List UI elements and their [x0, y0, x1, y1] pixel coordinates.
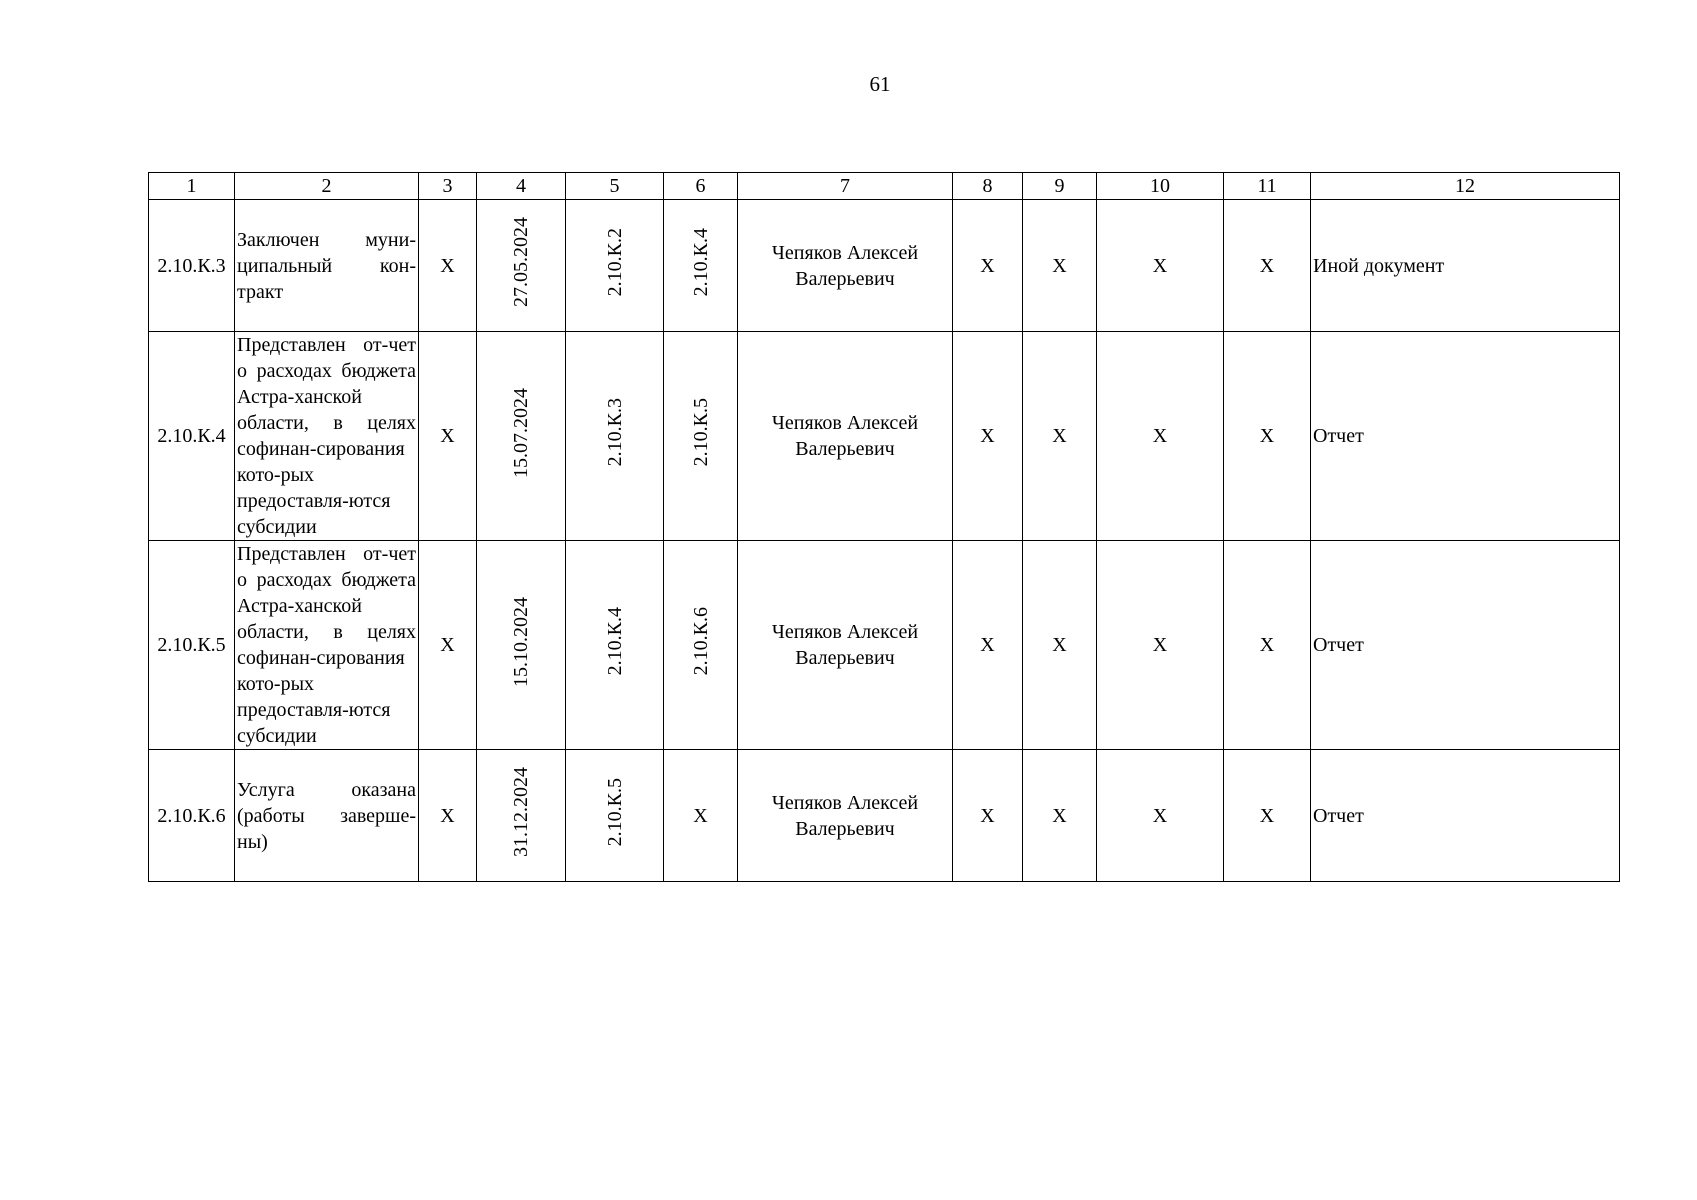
row-document: Иной документ	[1311, 200, 1620, 332]
plan-table	[148, 172, 1620, 882]
column-header: 9	[1023, 173, 1097, 200]
table-row	[149, 200, 1620, 332]
row-predecessor: 2.10.К.4	[603, 607, 626, 676]
cell-x: X	[953, 200, 1023, 332]
cell-x: X	[1224, 750, 1311, 882]
column-header: 7	[738, 173, 953, 200]
column-header: 3	[419, 173, 477, 200]
table-row	[149, 541, 1620, 750]
row-responsible: Чепяков Алексей Валерьевич	[738, 750, 953, 882]
cell-x: X	[1023, 750, 1097, 882]
column-header: 5	[566, 173, 664, 200]
column-header: 12	[1311, 173, 1620, 200]
cell-x: X	[1097, 750, 1224, 882]
cell-x: X	[1023, 541, 1097, 750]
cell-x: X	[1224, 541, 1311, 750]
row-description: Представлен от-чет о расходах бюджета Астра-ханской области, в целях софинан-сирования кото-рых предоставля-ются субсидии	[235, 541, 419, 750]
cell-x: X	[953, 332, 1023, 541]
row-responsible: Чепяков Алексей Валерьевич	[738, 332, 953, 541]
row-document: Отчет	[1311, 750, 1620, 882]
cell-x: X	[419, 541, 477, 750]
cell-x: X	[1097, 541, 1224, 750]
table-row	[149, 332, 1620, 541]
header-row	[149, 173, 1620, 200]
cell-x: X	[1023, 332, 1097, 541]
cell-x: X	[419, 200, 477, 332]
column-header: 1	[149, 173, 235, 200]
cell-x: X	[1023, 200, 1097, 332]
column-header: 8	[953, 173, 1023, 200]
row-responsible: Чепяков Алексей Валерьевич	[738, 200, 953, 332]
column-header: 4	[477, 173, 566, 200]
cell-x: X	[953, 541, 1023, 750]
row-date: 15.07.2024	[510, 387, 532, 478]
column-header: 2	[235, 173, 419, 200]
row-predecessor: 2.10.К.5	[603, 777, 626, 847]
row-date: 31.12.2024	[510, 767, 532, 857]
row-date: 15.10.2024	[510, 596, 532, 687]
row-description: Услуга оказана (работы заверше-ны)	[235, 750, 419, 882]
column-header: 6	[664, 173, 738, 200]
cell-x: X	[419, 750, 477, 882]
row-successor: X	[664, 750, 738, 882]
row-code: 2.10.К.5	[149, 541, 235, 750]
cell-x: X	[1097, 332, 1224, 541]
row-description: Представлен от-чет о расходах бюджета Астра-ханской области, в целях софинан-сирования кото-рых предоставля-ются субсидии	[235, 332, 419, 541]
row-document: Отчет	[1311, 541, 1620, 750]
row-description: Заключен муни-ципальный кон-тракт	[235, 200, 419, 332]
column-header: 11	[1224, 173, 1311, 200]
row-predecessor: 2.10.К.3	[603, 398, 626, 467]
page-number: 61	[869, 72, 891, 96]
cell-x: X	[419, 332, 477, 541]
table-row	[149, 750, 1620, 882]
row-code: 2.10.К.4	[149, 332, 235, 541]
cell-x: X	[1224, 200, 1311, 332]
row-code: 2.10.К.6	[149, 750, 235, 882]
cell-x: X	[1097, 200, 1224, 332]
row-successor: 2.10.К.6	[689, 607, 712, 676]
row-predecessor: 2.10.К.2	[603, 227, 626, 297]
row-code: 2.10.К.3	[149, 200, 235, 332]
row-successor: 2.10.К.5	[689, 398, 712, 467]
cell-x: X	[1224, 332, 1311, 541]
row-responsible: Чепяков Алексей Валерьевич	[738, 541, 953, 750]
row-document: Отчет	[1311, 332, 1620, 541]
row-date: 27.05.2024	[510, 217, 532, 307]
cell-x: X	[953, 750, 1023, 882]
column-header: 10	[1097, 173, 1224, 200]
row-successor: 2.10.К.4	[689, 227, 712, 297]
